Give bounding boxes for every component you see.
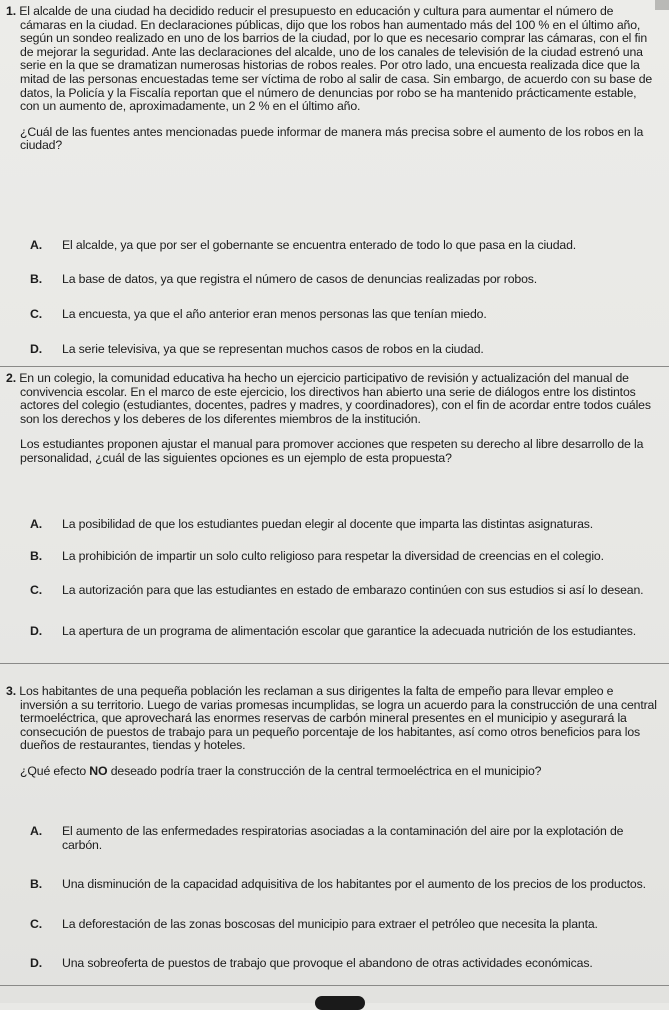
option-letter: C. (30, 307, 42, 321)
question-3-stem-text: Los habitantes de una pequeña población les reclaman a sus dirigentes la falta de empeño para llevar empleo e inversión a su territorio. Luego de varias promesas incumplidas, se logra un acuerdo para la construcción de una central termoeléctrica, que aprovechará las enormes reservas de carbón mineral presentes en el municipio y asegurará la consecución de puestos de trabajo para un pequeño porcentaje de los habitantes, así como otros beneficios para los dueños de restaurantes, tiendas y hoteles. (19, 684, 657, 753)
question-2-number: 2. (6, 371, 16, 385)
question-2-option-b[interactable] (30, 550, 663, 564)
option-letter: A. (30, 517, 42, 531)
question-3-option-d[interactable] (30, 957, 663, 971)
option-text: La posibilidad de que los estudiantes puedan elegir al docente que imparta las distintas asignaturas. (62, 517, 594, 531)
option-text: El aumento de las enfermedades respiratorias asociadas a la contaminación del aire por la explotación de carbón. (62, 824, 624, 852)
question-1-number: 1. (6, 4, 16, 18)
question-3 (6, 685, 658, 779)
prompt-emphasis: NO (89, 763, 108, 778)
option-letter: B. (30, 877, 42, 891)
option-text: La apertura de un programa de alimentación escolar que garantice la adecuada nutrición de los estudiantes. (62, 624, 637, 638)
question-2-option-a[interactable] (30, 518, 663, 532)
option-text: La prohibición de impartir un solo culto religioso para respetar la diversidad de creencias en el colegio. (62, 549, 604, 563)
divider-3 (0, 985, 669, 986)
option-letter: B. (30, 549, 42, 563)
bottom-shadow-mark (315, 996, 365, 1010)
question-1-option-d[interactable] (30, 343, 663, 357)
prompt-part: ¿Qué efecto (20, 763, 90, 778)
option-letter: B. (30, 272, 42, 286)
question-3-option-c[interactable] (30, 918, 663, 932)
option-text: Una disminución de la capacidad adquisitiva de los habitantes por el aumento de los precios de los productos. (62, 877, 646, 891)
question-1-option-c[interactable] (30, 308, 663, 322)
prompt-part: deseado podría traer la construcción de la central termoeléctrica en el municipio? (107, 763, 542, 778)
option-text: Una sobreoferta de puestos de trabajo que provoque el abandono de otras actividades económicas. (62, 956, 593, 970)
question-1-stem-text: El alcalde de una ciudad ha decidido reducir el presupuesto en educación y cultura para aumentar el número de cámaras en la ciudad. En declaraciones públicas, dijo que los robos han aumentado más del 100 % en el último año, según un sondeo realizado en uno de los barrios de la ciudad, por lo que es necesario comprar las cámaras, con el fin de mejorar la seguridad. Ante las declaraciones del alcalde, uno de los canales de televisión de la ciudad estrenó una serie en la que se dramatizan numerosas historias de robos reales. Por otro lado, una encuesta realizada dice que la mitad de las personas encuestadas teme ser víctima de robo al salir de casa. Sin embargo, de acuerdo con su base de datos, la Policía y la Fiscalía reportan que el número de denuncias por robo se ha mantenido prácticamente estable, con un aumento de, aproximadamente, un 2 % en el último año. (19, 4, 653, 114)
option-letter: A. (30, 238, 42, 252)
question-2-prompt: Los estudiantes proponen ajustar el manual para promover acciones que respeten su derecho al libre desarrollo de la personalidad, ¿cuál de las siguientes opciones es un ejemplo de esta propuesta? (20, 437, 644, 465)
option-letter: C. (30, 583, 42, 597)
option-text: La serie televisiva, ya que se representan muchos casos de robos en la ciudad. (62, 342, 484, 356)
question-3-option-b[interactable] (30, 878, 663, 892)
question-2-stem (6, 372, 658, 426)
question-2 (6, 372, 658, 466)
option-text: La base de datos, ya que registra el número de casos de denuncias realizadas por robos. (62, 272, 538, 286)
question-1-prompt: ¿Cuál de las fuentes antes mencionadas puede informar de manera más precisa sobre el aumento de los robos en la ciudad? (20, 124, 644, 153)
option-letter: D. (30, 342, 42, 356)
question-3-number: 3. (6, 684, 16, 698)
divider-1 (0, 366, 669, 367)
option-letter: A. (30, 824, 42, 838)
option-letter: D. (30, 624, 42, 638)
question-1-stem (6, 5, 658, 114)
option-text: La encuesta, ya que el año anterior eran menos personas las que tenían miedo. (62, 307, 487, 321)
question-1 (6, 5, 658, 153)
question-3-stem (6, 685, 658, 753)
question-3-prompt (6, 765, 658, 779)
question-2-stem-text: En un colegio, la comunidad educativa ha hecho un ejercicio participativo de revisión y actualización del manual de convivencia escolar. En el marco de este ejercicio, los directivos han abierto una serie de diálogos entre los distintos actores del colegio (estudiantes, docentes, padres y madres, y coordinadores), con el fin de acordar entre todos cuáles son los derechos y los deberes de los diferentes miembros de la institución. (19, 371, 651, 426)
question-1-option-b[interactable] (30, 273, 663, 287)
question-1-option-a[interactable] (30, 239, 663, 253)
question-2-option-c[interactable] (30, 584, 663, 598)
option-text: El alcalde, ya que por ser el gobernante se encuentra enterado de todo lo que pasa en la ciudad. (62, 238, 577, 252)
option-letter: C. (30, 917, 42, 931)
question-3-option-a[interactable] (30, 825, 663, 852)
option-text: La deforestación de las zonas boscosas del municipio para extraer el petróleo que necesita la planta. (62, 917, 598, 931)
divider-2 (0, 663, 669, 664)
option-text: La autorización para que las estudiantes en estado de embarazo continúen con sus estudios si así lo desean. (62, 583, 644, 597)
option-letter: D. (30, 956, 42, 970)
question-2-option-d[interactable] (30, 625, 663, 639)
